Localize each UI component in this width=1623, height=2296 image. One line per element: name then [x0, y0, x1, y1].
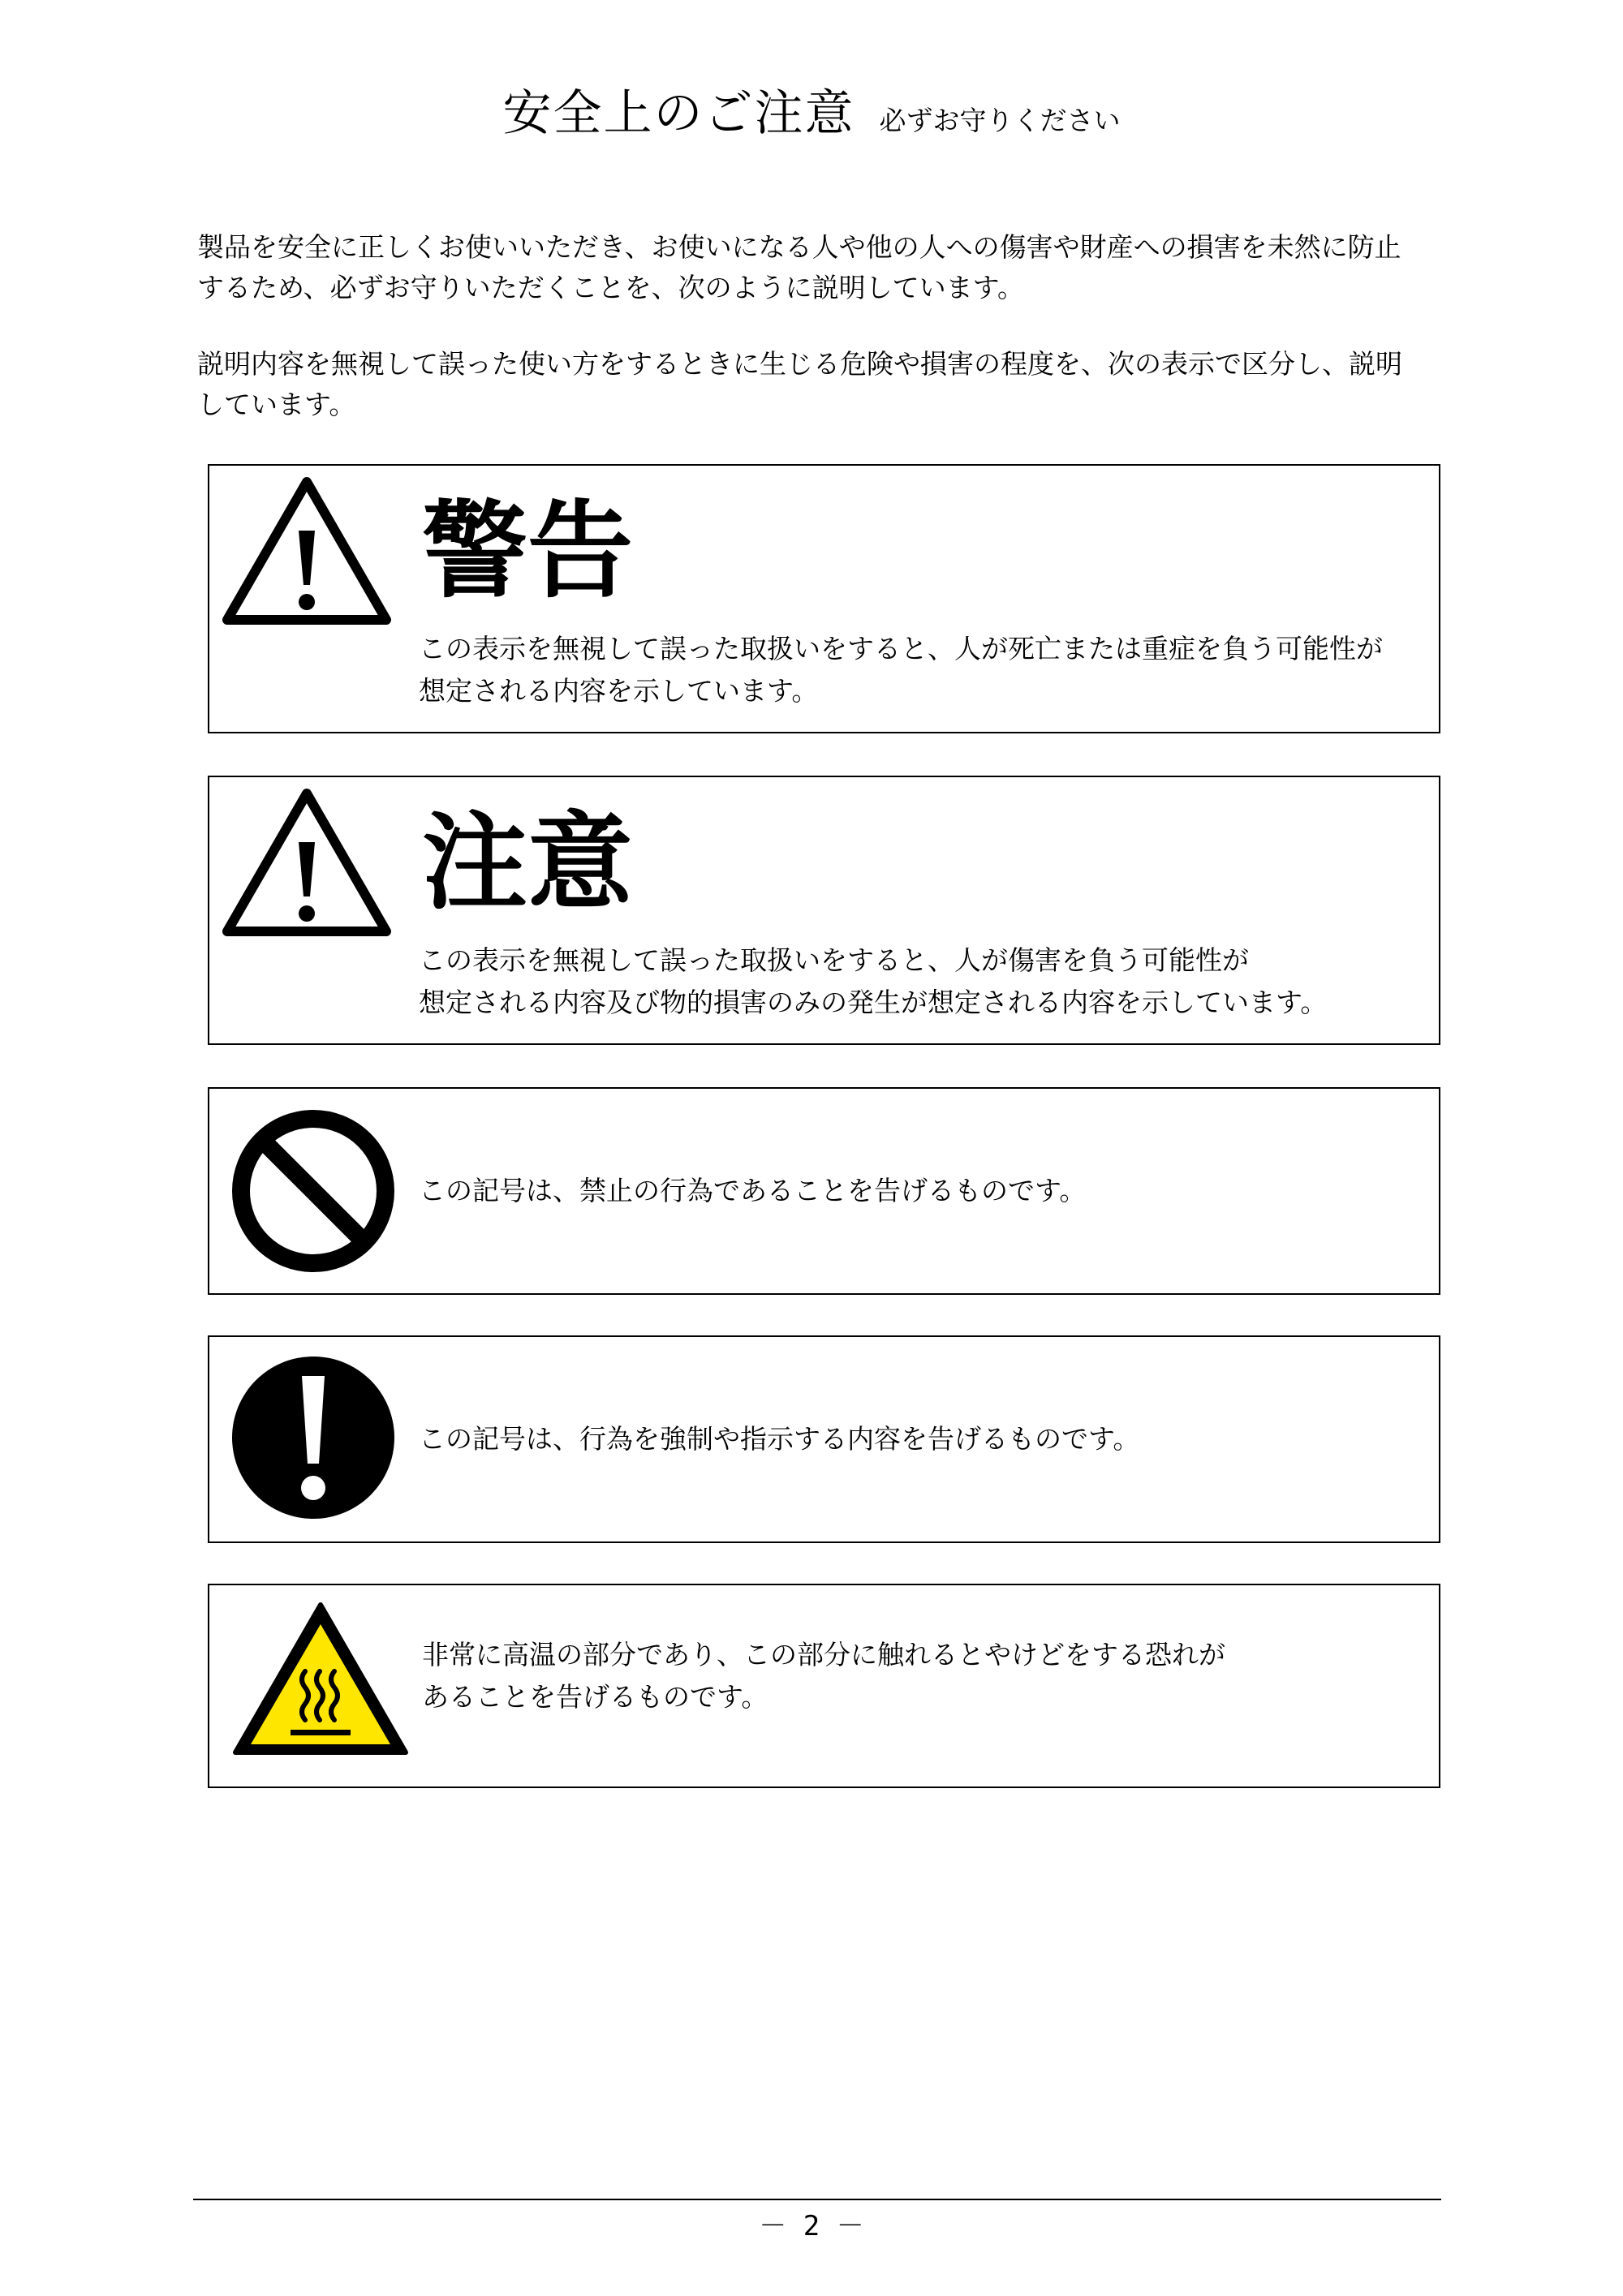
hot-surface-line: あることを告げるものです。 [422, 1681, 768, 1713]
intro-line: 説明内容を無視して誤った使い方をするときに生じる危険や損害の程度を、次の表示で区分し、説明 [197, 348, 1402, 380]
title-subtitle: 必ずお守りください [879, 105, 1121, 136]
mandatory-action-icon [230, 1355, 396, 1520]
caution-box [208, 776, 1440, 1045]
warning-line: 想定される内容を示しています。 [419, 675, 819, 707]
prohibition-box [208, 1087, 1440, 1295]
intro-line: 製品を安全に正しくお使いいただき、お使いになる人や他の人への傷害や財産への損害を未然に防止 [197, 231, 1401, 263]
warning-box [208, 464, 1440, 733]
hot-surface-description [422, 1634, 1420, 1718]
intro-paragraph-2 [197, 344, 1431, 425]
mandatory-description [419, 1418, 1417, 1460]
caution-line: 想定される内容及び物的損害のみの発生が想定される内容を示しています。 [419, 987, 1328, 1018]
mandatory-line: この記号は、行為を強制や指示する内容を告げるものです。 [419, 1423, 1140, 1455]
caution-line: この表示を無視して誤った取扱いをすると、人が傷害を負う可能性が [419, 944, 1249, 976]
intro-line: するため、必ずお守りいただくことを、次のように説明しています。 [197, 272, 1025, 303]
prohibition-icon [230, 1108, 396, 1274]
warning-triangle-icon [221, 475, 393, 626]
caution-description [419, 939, 1417, 1024]
intro-line: しています。 [197, 389, 356, 420]
hot-surface-box [208, 1584, 1440, 1788]
page-number: － 2 － [759, 2210, 864, 2242]
caution-heading: 注意 [422, 801, 634, 924]
intro-paragraph-1 [197, 227, 1431, 308]
prohibition-description [419, 1170, 1417, 1212]
hot-surface-line: 非常に高温の部分であり、この部分に触れるとやけどをする恐れが [422, 1639, 1225, 1670]
page-title [0, 75, 1623, 144]
caution-triangle-icon [221, 787, 393, 938]
title-main: 安全上のご注意 [502, 85, 855, 142]
prohibition-line: この記号は、禁止の行為であることを告げるものです。 [419, 1175, 1087, 1206]
warning-line: この表示を無視して誤った取扱いをすると、人が死亡または重症を負う可能性が [419, 633, 1383, 664]
warning-heading: 警告 [422, 489, 634, 613]
footer-divider [193, 2199, 1441, 2200]
hot-surface-warning-icon [230, 1600, 411, 1759]
warning-description [419, 628, 1417, 712]
mandatory-box [208, 1335, 1440, 1543]
